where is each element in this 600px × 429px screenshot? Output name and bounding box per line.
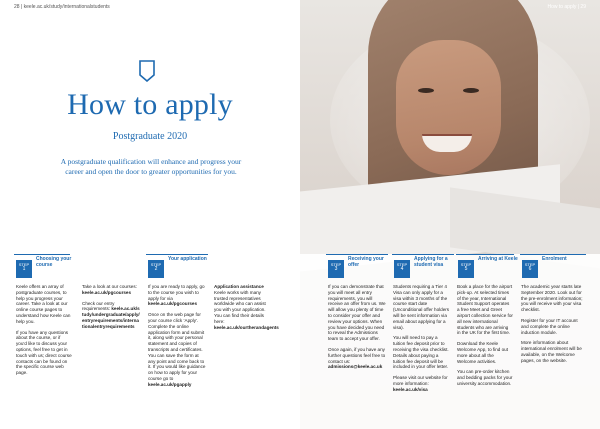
step-badge-number: 6 bbox=[528, 266, 532, 272]
step-6-text bbox=[521, 284, 585, 369]
step-badge-label: STEP bbox=[396, 262, 408, 267]
step-5-text bbox=[457, 284, 513, 392]
step-5-badge bbox=[458, 260, 474, 278]
course-links-text bbox=[82, 284, 140, 335]
arrival-para-3: You can pre-order kitchen and bedding packs for your university accommodation. bbox=[457, 369, 513, 386]
visa-para-3: Please visit our website for more information: bbox=[393, 375, 448, 386]
step-5-title: Arriving at Keele bbox=[478, 256, 518, 262]
step-4 bbox=[392, 254, 454, 280]
step-3-title: Receiving your offer bbox=[348, 256, 384, 268]
step-2-head bbox=[146, 254, 208, 280]
step-6-title: Enrolment bbox=[542, 256, 567, 262]
student-face bbox=[396, 40, 501, 175]
keele-shield-icon bbox=[138, 60, 156, 82]
step-1-rule bbox=[14, 254, 70, 255]
step-4-text bbox=[393, 284, 451, 398]
step-1-para-1: Keele offers an array of postgraduate courses, to help you progress your career. Take a look at our online course pages to understand how Keele can help you. bbox=[16, 284, 71, 324]
step-badge-label: STEP bbox=[524, 262, 536, 267]
apply-steps: Once on the web page for your course click ‘Apply’. Complete the online application form and submit it, along with your personal statement and copies of transcripts and certificates. You can save the form at any point and come back to it. If you would like guidance on how to apply for your course go to bbox=[148, 312, 206, 381]
step-1-badge bbox=[16, 260, 32, 278]
step-2-text bbox=[148, 284, 206, 393]
enrol-para-1: The academic year starts late September 2020. Look out for the pre-enrolment information; you will receive with your visa checklist. bbox=[521, 284, 583, 313]
visa-para-2: You will need to pay a tuition fee deposit prior to receiving the visa checklist. Details about paying a tuition fee deposit will be included in your offer letter. bbox=[393, 335, 449, 370]
apply-intro: If you are ready to apply, go to the course you wish to apply for via bbox=[148, 284, 205, 301]
offer-para-1: If you can demonstrate that you will meet all entry requirements, you will receive an offer from us. We will allow you plenty of time to consider your offer and review your options. When you have decided you need to reveal the Admissions team to accept your offer. bbox=[328, 284, 386, 342]
offer-para-2: Once again, if you have any further questions feel free to contact us: bbox=[328, 346, 386, 364]
step-badge-label: STEP bbox=[460, 262, 472, 267]
step-5-head bbox=[456, 254, 518, 280]
visa-link[interactable]: keele.ac.uk/visa bbox=[393, 386, 428, 392]
apply-courses-link[interactable]: keele.ac.uk/pgcourses bbox=[148, 301, 198, 307]
step-1-head bbox=[14, 254, 70, 280]
student-eye-right bbox=[463, 88, 479, 93]
step-4-badge bbox=[394, 260, 410, 278]
step-2-rule bbox=[146, 254, 208, 255]
step-1-text bbox=[16, 284, 72, 381]
page-header-right: How to apply | 29 bbox=[547, 4, 586, 10]
step-badge-label: STEP bbox=[330, 262, 342, 267]
assistance-text bbox=[214, 284, 279, 335]
step-6-badge bbox=[522, 260, 538, 278]
arrival-para-1: Book a place for the airport pick-up. At selected times of the year, International Student Support operates a free Meet and Greet airport collection service for all new international students who are arriving in the UK for the first time. bbox=[457, 284, 513, 336]
step-6 bbox=[520, 254, 586, 280]
step-3-badge bbox=[328, 260, 344, 278]
step-5 bbox=[456, 254, 518, 280]
step-4-head bbox=[392, 254, 454, 280]
intro-text: A postgraduate qualification will enhance and progress your career and open the door to greater opportunities for you. bbox=[60, 157, 242, 176]
step-badge-number: 1 bbox=[22, 266, 26, 272]
agents-link[interactable]: keele.ac.uk/ourtherandagents bbox=[214, 324, 279, 330]
step-6-head bbox=[520, 254, 586, 280]
visa-para-1: Students requiring a Tier 4 Visa can only apply for a visa within 3 months of the course start date (Unconditional offer holders will be sent information via email about applying for a visa). bbox=[393, 284, 450, 330]
step-2 bbox=[146, 254, 208, 280]
entry-req-link[interactable]: keele.ac.uk/study/undergraduate/apply/entryrequirements/internationalentryrequirements bbox=[82, 306, 140, 329]
step-badge-number: 4 bbox=[400, 266, 404, 272]
step-badge-label: STEP bbox=[150, 262, 162, 267]
enrol-para-2: Register for your IT account and complete the online induction module. bbox=[521, 317, 578, 335]
step-badge-number: 3 bbox=[334, 266, 338, 272]
step-5-rule bbox=[456, 254, 514, 255]
pgcourses-link[interactable]: keele.ac.uk/pgcourses bbox=[82, 289, 132, 295]
entry-req-intro: Check our entry requirements: bbox=[82, 300, 115, 312]
step-3 bbox=[326, 254, 388, 280]
step-4-title: Applying for a student visa bbox=[414, 256, 448, 268]
step-3-rule bbox=[326, 254, 388, 255]
admissions-email-link[interactable]: admissions@keele.ac.uk bbox=[328, 364, 383, 370]
pgapply-link[interactable]: keele.ac.uk/pgapply bbox=[148, 381, 192, 387]
step-3-head bbox=[326, 254, 388, 280]
assistance-body: Keele works with many trusted representatives worldwide who can assist you with your application. You can find their details here: bbox=[214, 289, 266, 324]
step-1-para-2: If you have any questions about the course, or if you’d like to discuss your options, feel free to get in touch with us; direct course contacts can be found on the specific course web page. bbox=[16, 329, 72, 376]
student-eye-left bbox=[418, 88, 434, 93]
step-4-rule bbox=[392, 254, 454, 255]
arrival-para-2: Download the Keele Welcome App, to find out more about all the Welcome activities. bbox=[457, 341, 508, 364]
page-title: How to apply bbox=[67, 88, 233, 121]
enrol-para-3: More information about international enrolment will be available, on the Welcome pages, on the website. bbox=[521, 340, 582, 363]
step-3-text bbox=[328, 284, 388, 375]
step-badge-label: STEP bbox=[18, 262, 30, 267]
step-1-title: Choosing your course bbox=[36, 256, 72, 268]
step-2-title: Your application bbox=[168, 256, 207, 262]
step-badge-number: 2 bbox=[154, 266, 158, 272]
step-2-badge bbox=[148, 260, 164, 278]
step-6-rule bbox=[520, 254, 586, 255]
page-header-left: 28 | keele.ac.uk/study/internationalstudents bbox=[14, 4, 110, 10]
step-badge-number: 5 bbox=[464, 266, 468, 272]
steps-band bbox=[0, 254, 600, 429]
page-subtitle: Postgraduate 2020 bbox=[112, 131, 188, 142]
step-1 bbox=[14, 254, 70, 280]
assistance-heading: Application assistance bbox=[214, 284, 264, 289]
courses-intro: Take a look at our courses: bbox=[82, 284, 137, 289]
